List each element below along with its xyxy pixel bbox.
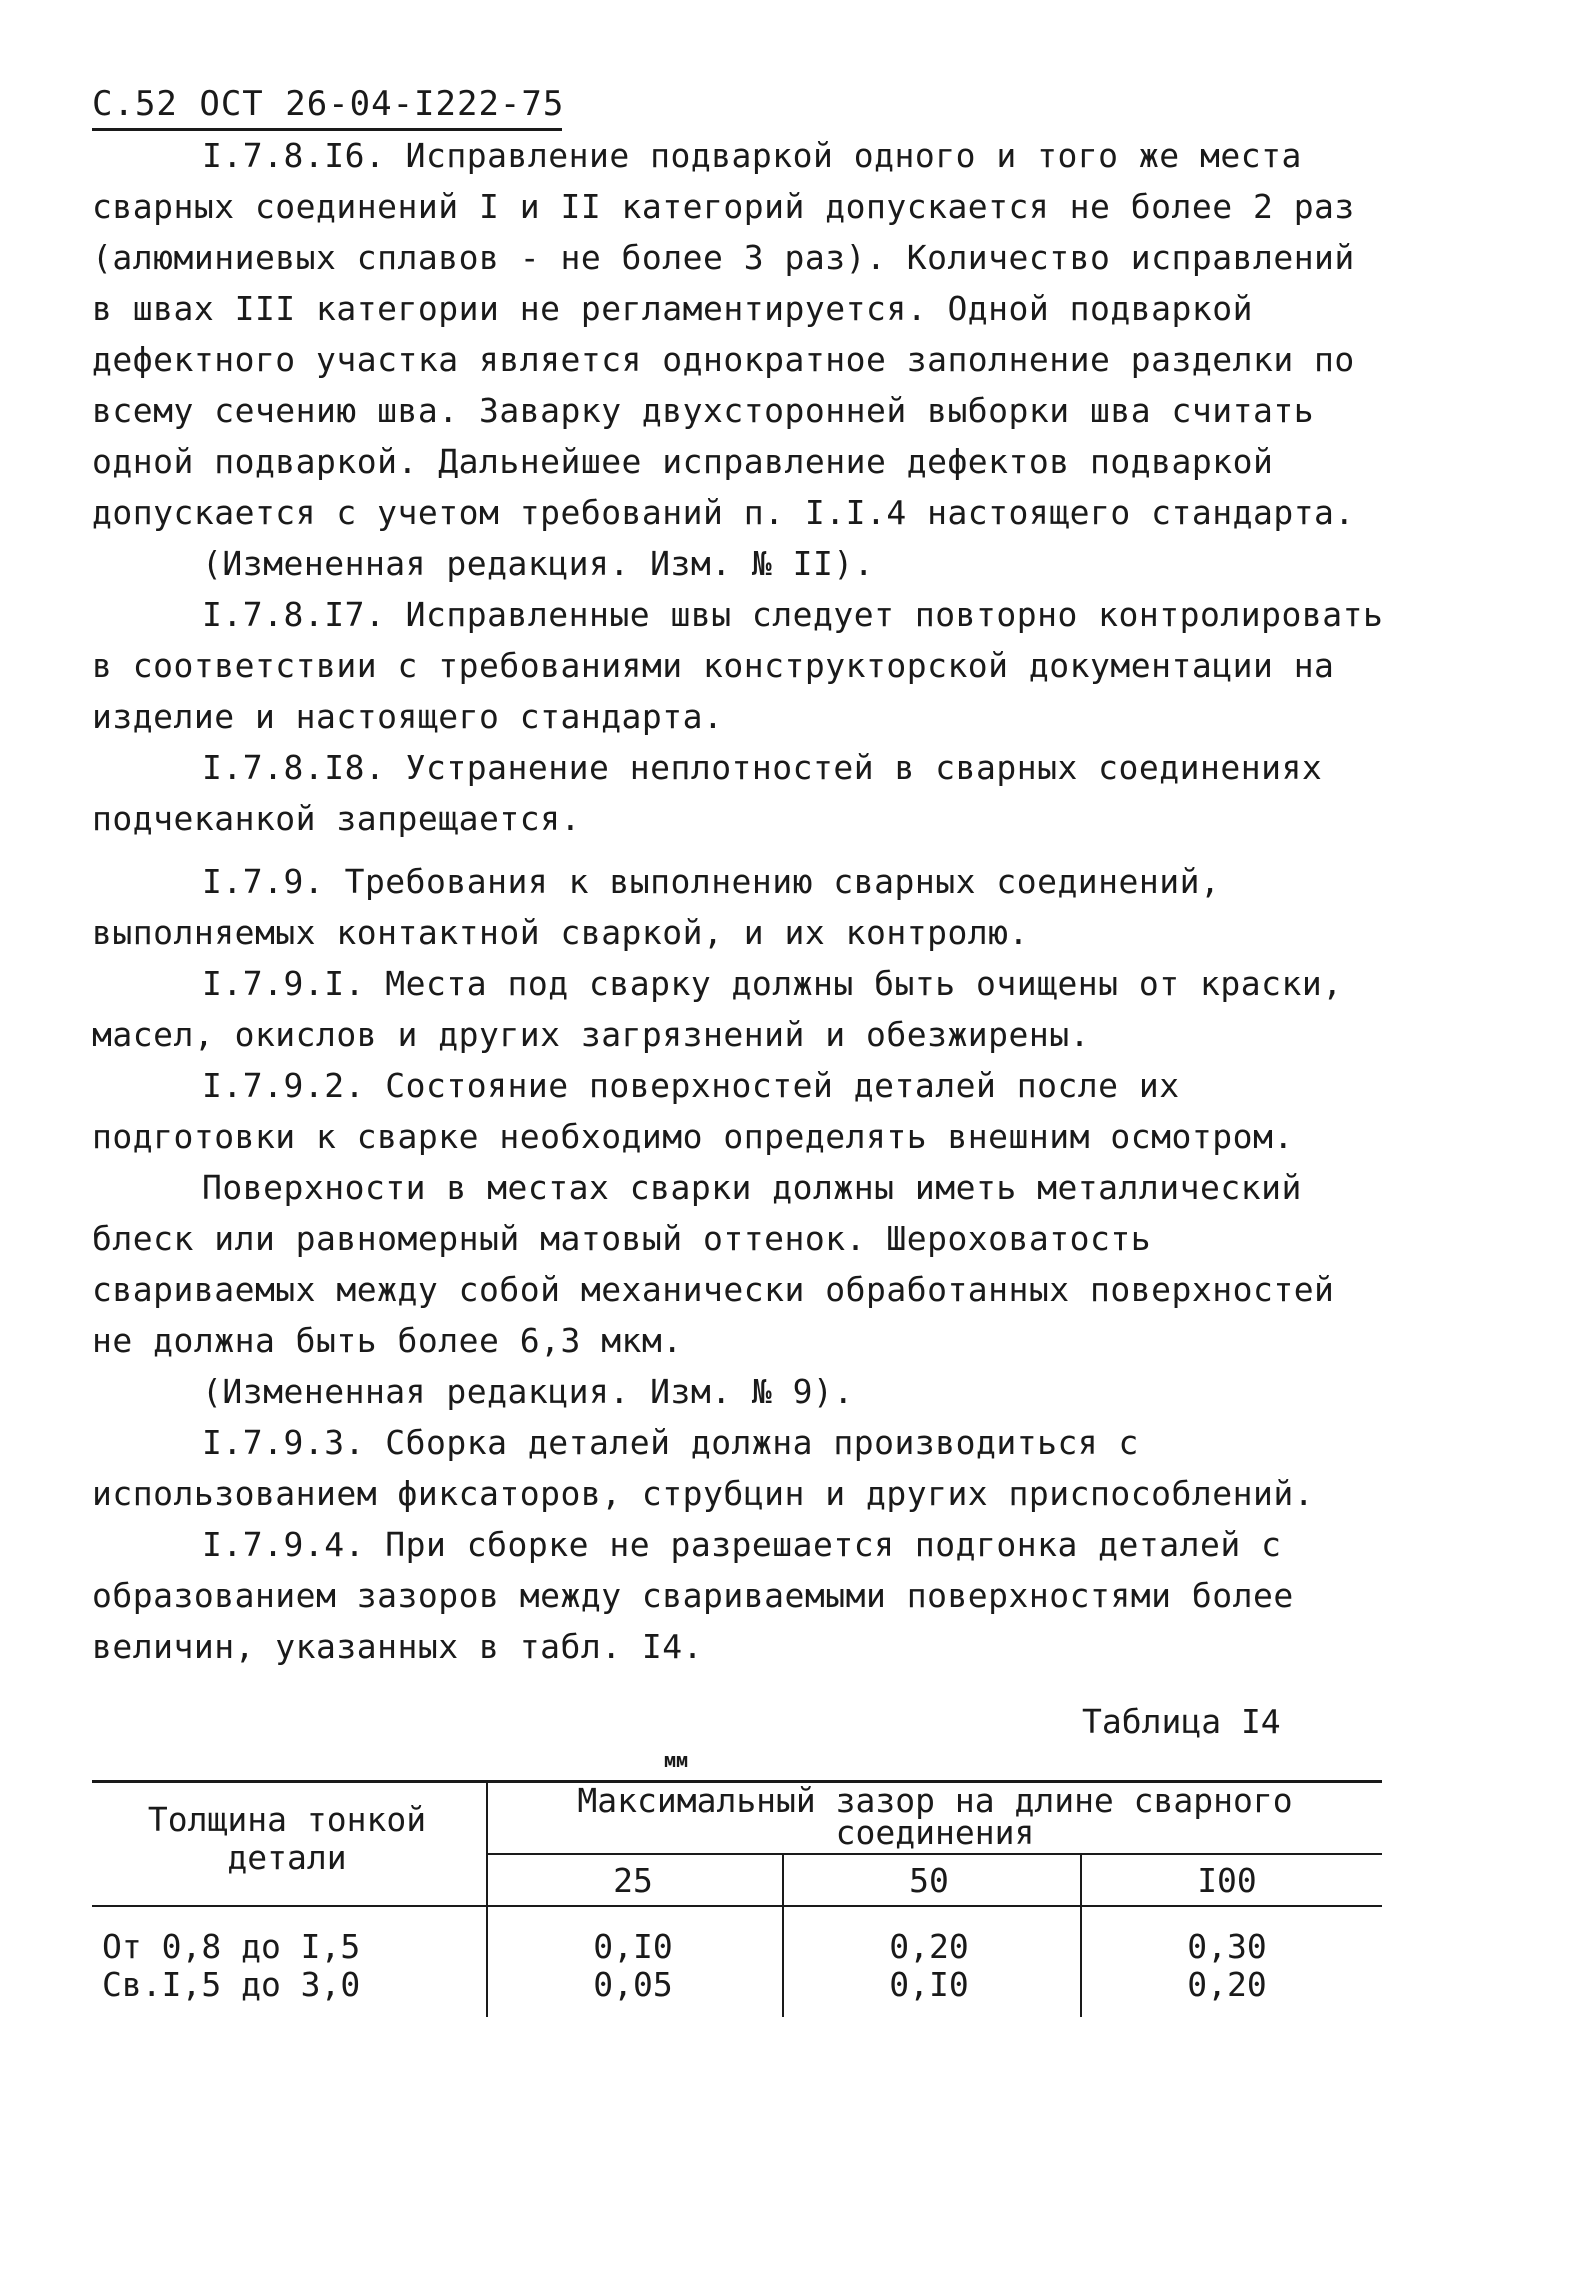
header-sub-rule	[488, 1853, 1382, 1855]
paragraph-1-7-9-1: I.7.9.I. Места под сварку должны быть очищены от краски, масел, окислов и других загрязнений и обезжирены.	[92, 964, 1343, 1054]
paragraph-1-7-8-16: I.7.8.I6. Исправление подваркой одного и того же места сварных соединений I и II категорий допускается не более 2 раз (алюминиевых сплавов - не более 3 раз). Количество исправлений в швах III категории не регламентируется. Одной подваркой дефектного участка является однократное заполнение разделки по всему сечению шва. Заварку двухсторонней выборки шва считать одной подваркой. Дальнейшее исправление дефектов подваркой допускается с учетом требований п. I.I.4 настоящего стандарта.	[92, 136, 1355, 532]
gap-table	[92, 1780, 1382, 2017]
cell-gap-25: 0,I0	[593, 1927, 673, 1966]
cell-thickness: Св.I,5 до 3,0	[102, 1965, 361, 2004]
paragraph-1-7-8-18: I.7.8.I8. Устранение неплотностей в сварных соединениях подчеканкой запрещается.	[92, 748, 1323, 838]
header-thickness: Толщина тонкой детали	[147, 1800, 427, 1877]
header-length-25: 25	[613, 1861, 653, 1900]
paragraph-1-7-8-17: I.7.8.I7. Исправленные швы следует повторно контролировать в соответствии с требованиями конструкторской документации на изделие и настоящего стандарта.	[92, 595, 1384, 736]
cell-gap-25: 0,05	[593, 1965, 673, 2004]
cell-thickness: От 0,8 до I,5	[102, 1927, 361, 1966]
paragraph-surface-requirements: Поверхности в местах сварки должны иметь металлический блеск или равномерный матовый оттенок. Шероховатость свариваемых между собой механически обработанных поверхностей не должна быть более 6,3 мкм.	[92, 1168, 1335, 1360]
document-header: С.52 ОСТ 26-04-I222-75	[92, 84, 565, 124]
paragraph-1-7-9-3: I.7.9.3. Сборка деталей должна производиться с использованием фиксаторов, струбцин и других приспособлений.	[92, 1423, 1315, 1513]
header-length-100: I00	[1197, 1861, 1257, 1900]
table-row	[92, 1927, 1382, 1967]
table-header	[92, 1783, 1382, 1905]
amendment-note-11: (Измененная редакция. Изм. № II).	[202, 544, 875, 583]
header-length-50: 50	[909, 1861, 949, 1900]
paragraph-1-7-9-2: I.7.9.2. Состояние поверхностей деталей после их подготовки к сварке необходимо определять внешним осмотром.	[92, 1066, 1294, 1156]
paragraph-1-7-9: I.7.9. Требования к выполнению сварных соединений, выполняемых контактной сваркой, и их контролю.	[92, 862, 1221, 952]
table-unit: мм	[664, 1748, 689, 1772]
cell-gap-100: 0,20	[1187, 1965, 1267, 2004]
cell-gap-50: 0,20	[889, 1927, 969, 1966]
document-body	[92, 130, 1392, 1672]
table-body	[92, 1907, 1382, 2017]
cell-gap-100: 0,30	[1187, 1927, 1267, 1966]
table-caption: Таблица I4	[1082, 1702, 1281, 1741]
paragraph-1-7-9-4: I.7.9.4. При сборке не разрешается подгонка деталей с образованием зазоров между свариваемыми поверхностями более величин, указанных в табл. I4.	[92, 1525, 1294, 1666]
table-row	[92, 1965, 1382, 2005]
header-max-gap: Максимальный зазор на длине сварного соединения	[577, 1781, 1293, 1852]
cell-gap-50: 0,I0	[889, 1965, 969, 2004]
amendment-note-9: (Измененная редакция. Изм. № 9).	[202, 1372, 854, 1411]
